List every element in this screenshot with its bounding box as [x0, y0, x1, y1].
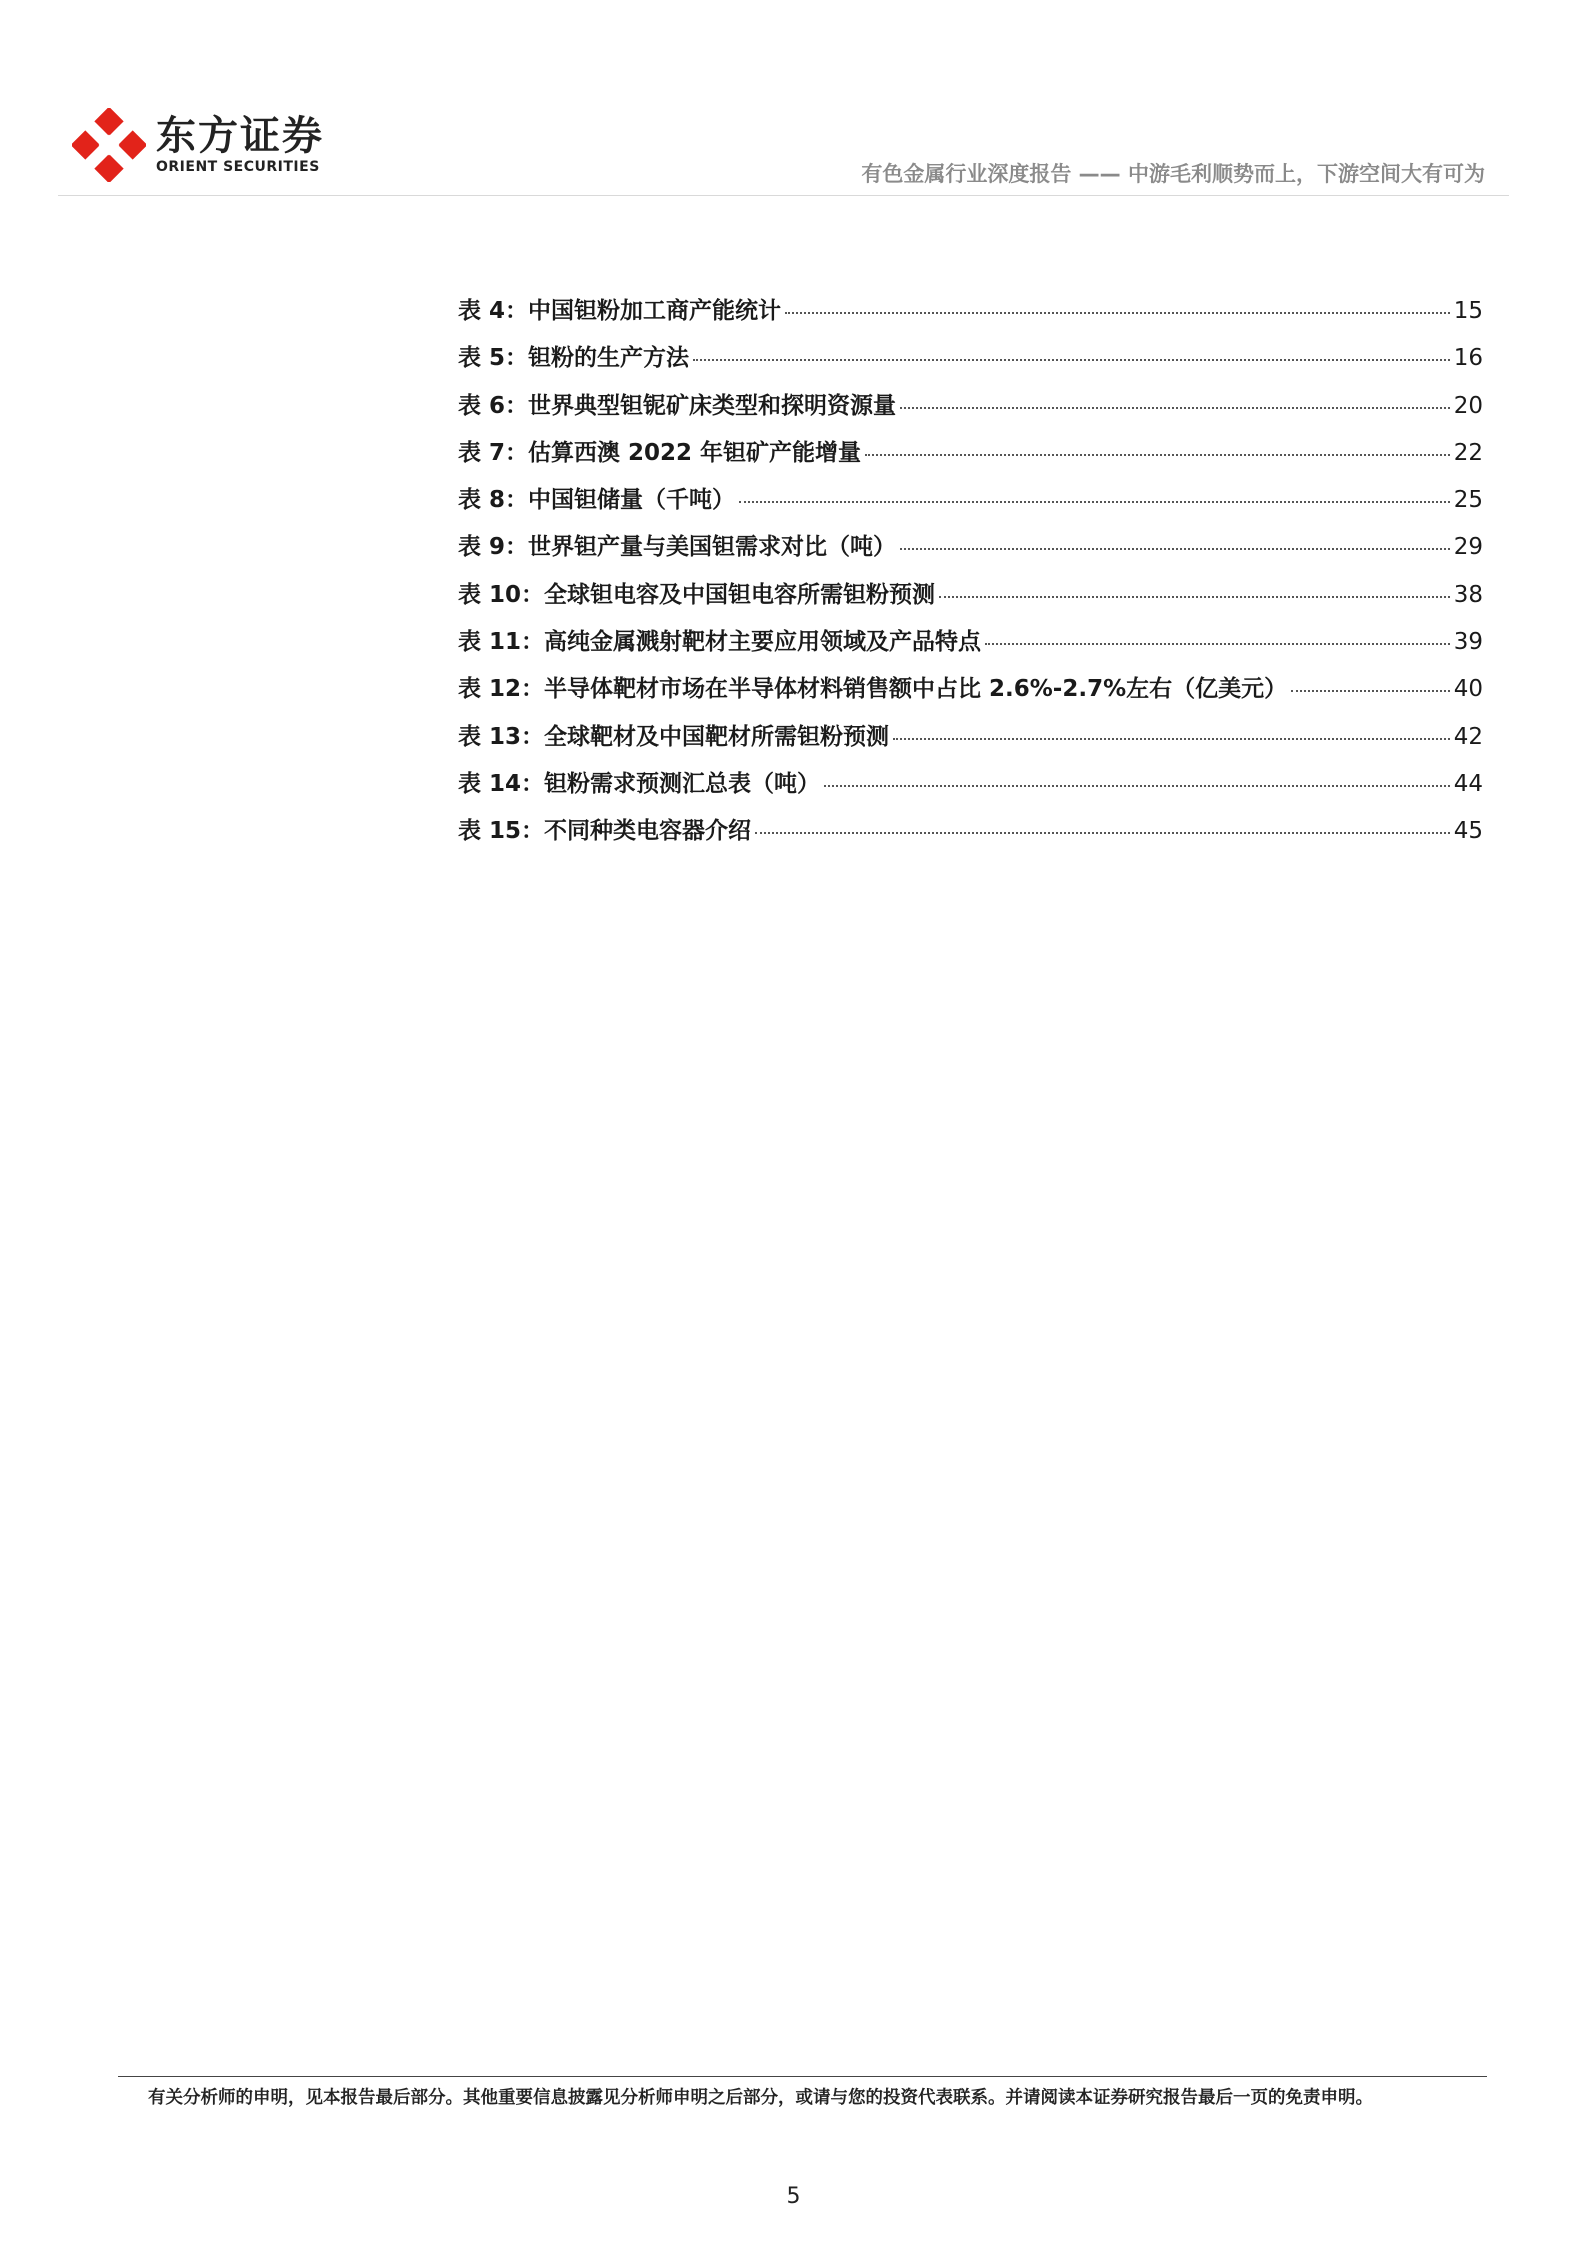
toc-entry-page: 45 — [1453, 818, 1483, 845]
toc-entry-label: 表 14：钽粉需求预测汇总表（吨） — [458, 770, 821, 797]
toc-dot-leader — [865, 454, 1450, 456]
toc-entry[interactable] — [458, 576, 1483, 623]
toc-entry[interactable] — [458, 292, 1483, 339]
toc-entry[interactable] — [458, 765, 1483, 812]
toc-entry[interactable] — [458, 670, 1483, 717]
logo-text — [156, 114, 324, 176]
toc-entry-label: 表 15：不同种类电容器介绍 — [458, 818, 752, 845]
toc-dot-leader — [893, 738, 1450, 740]
toc-dot-leader — [755, 832, 1450, 834]
toc-entry-page: 20 — [1453, 392, 1483, 419]
orient-securities-logo-icon — [72, 108, 146, 182]
toc-dot-leader — [785, 312, 1450, 314]
toc-entry[interactable] — [458, 339, 1483, 386]
toc-entry[interactable] — [458, 623, 1483, 670]
toc-entry-page: 15 — [1453, 298, 1483, 324]
toc-entry-page: 44 — [1453, 770, 1483, 797]
brand-name-cn: 东方证券 — [156, 113, 324, 159]
footer-divider — [118, 2076, 1487, 2077]
toc-entry-page: 29 — [1453, 534, 1483, 561]
brand-name-en: ORIENT SECURITIES — [156, 159, 320, 175]
toc-entry-page: 38 — [1453, 581, 1483, 608]
toc-entry-label: 表 6：世界典型钽铌矿床类型和探明资源量 — [458, 392, 897, 419]
toc-entry[interactable] — [458, 434, 1483, 481]
toc-entry-page: 39 — [1453, 629, 1483, 656]
toc-dot-leader — [900, 407, 1450, 409]
toc-dot-leader — [985, 643, 1450, 645]
toc-entry-label: 表 5：钽粉的生产方法 — [458, 345, 690, 372]
toc-entry-label: 表 12：半导体靶材市场在半导体材料销售额中占比 2.6%-2.7%左右（亿美元） — [458, 676, 1288, 703]
toc-entry-page: 40 — [1453, 676, 1483, 703]
toc-entry[interactable] — [458, 812, 1483, 859]
toc-entry-page: 22 — [1453, 439, 1483, 466]
toc-entry[interactable] — [458, 481, 1483, 528]
company-logo — [72, 108, 324, 182]
toc-dot-leader — [824, 785, 1450, 787]
toc-entry-label: 表 7：估算西澳 2022 年钽矿产能增量 — [458, 439, 862, 466]
toc-entry-label: 表 4：中国钽粉加工商产能统计 — [458, 298, 782, 324]
toc-dot-leader — [739, 501, 1450, 503]
header-divider — [58, 195, 1509, 196]
toc-entry-label: 表 8：中国钽储量（千吨） — [458, 487, 736, 514]
page-number: 5 — [786, 2184, 801, 2209]
toc-dot-leader — [939, 596, 1450, 598]
toc-entry-page: 25 — [1453, 487, 1483, 514]
toc-entry-label: 表 9：世界钽产量与美国钽需求对比（吨） — [458, 534, 897, 561]
toc-entry-page: 16 — [1453, 345, 1483, 372]
table-of-contents — [458, 292, 1483, 860]
toc-entry-label: 表 10：全球钽电容及中国钽电容所需钽粉预测 — [458, 581, 936, 608]
toc-entry-label: 表 11：高纯金属溅射靶材主要应用领域及产品特点 — [458, 629, 982, 656]
footer-disclaimer: 有关分析师的申明，见本报告最后部分。其他重要信息披露见分析师申明之后部分，或请与您的投资代表联系。并请阅读本证券研究报告最后一页的免责申明。 — [148, 2088, 1373, 2108]
toc-entry[interactable] — [458, 528, 1483, 575]
report-header-title: 有色金属行业深度报告 —— 中游毛利顺势而上，下游空间大有可为 — [861, 162, 1485, 186]
toc-entry-page: 42 — [1453, 723, 1483, 750]
toc-dot-leader — [900, 548, 1450, 550]
toc-dot-leader — [1291, 690, 1450, 692]
toc-dot-leader — [693, 359, 1450, 361]
toc-entry[interactable] — [458, 387, 1483, 434]
toc-entry[interactable] — [458, 718, 1483, 765]
toc-entry-label: 表 13：全球靶材及中国靶材所需钽粉预测 — [458, 723, 890, 750]
